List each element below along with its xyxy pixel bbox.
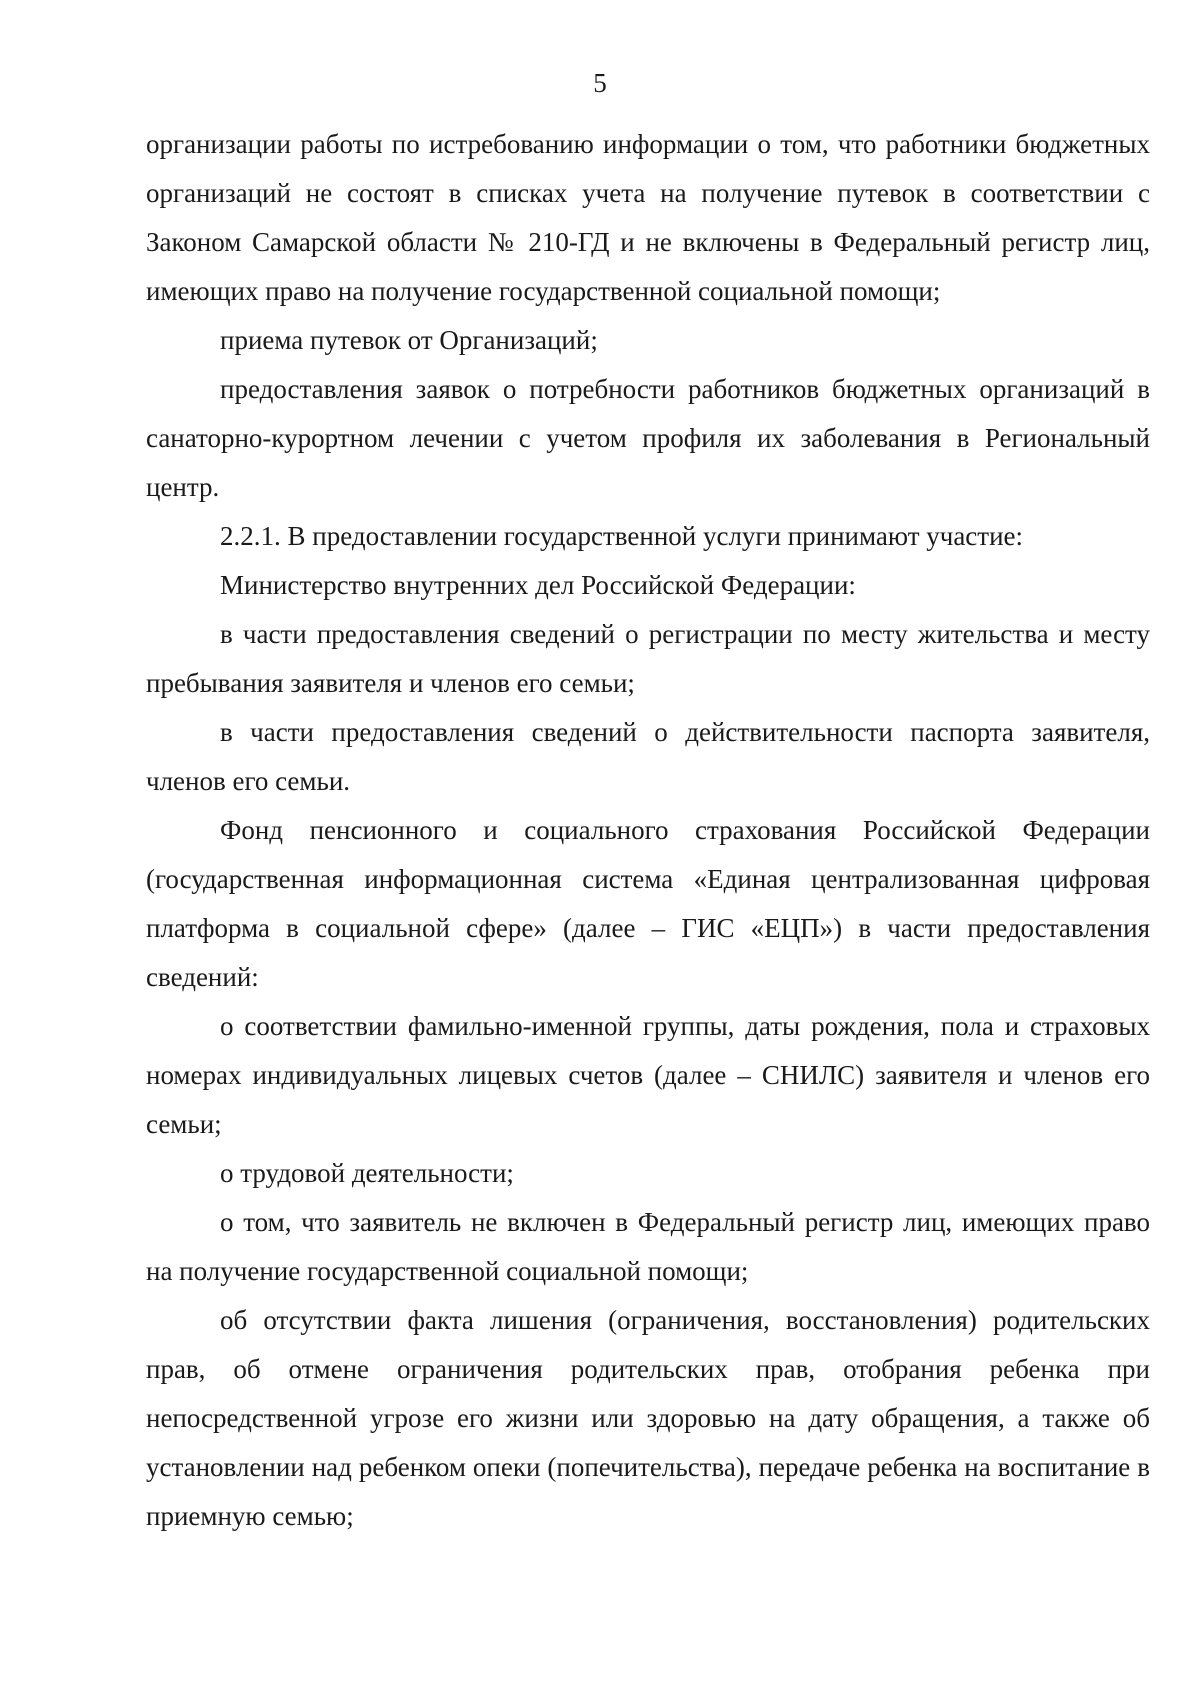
document-body	[146, 120, 1150, 1541]
paragraph: в части предоставления сведений о действительности паспорта заявителя, членов его семьи.	[146, 717, 1150, 796]
paragraph: Министерство внутренних дел Российской Федерации:	[220, 570, 856, 600]
paragraph: Фонд пенсионного и социального страхования Российской Федерации (государственная информационная система «Единая централизованная цифровая платформа в социальной сфере» (далее – ГИС «ЕЦП») в части предоставления сведений:	[146, 815, 1150, 992]
paragraph: предоставления заявок о потребности работников бюджетных организаций в санаторно-курортном лечении с учетом профиля их заболевания в Региональный центр.	[146, 374, 1150, 502]
paragraph: о трудовой деятельности;	[220, 1158, 514, 1188]
page-number: 5	[593, 68, 607, 98]
paragraph: о том, что заявитель не включен в Федеральный регистр лиц, имеющих право на получение государственной социальной помощи;	[146, 1207, 1150, 1286]
paragraph: о соответствии фамильно-именной группы, даты рождения, пола и страховых номерах индивидуальных лицевых счетов (далее – СНИЛС) заявителя и членов его семьи;	[146, 1011, 1150, 1139]
paragraph: приема путевок от Организаций;	[220, 325, 598, 355]
paragraph-continuation: организации работы по истребованию информации о том, что работники бюджетных организаций не состоят в списках учета на получение путевок в соответствии с Законом Самарской области № 210-ГД и не включены в Федеральный регистр лиц, имеющих право на получение государственной социальной помощи;	[146, 129, 1150, 306]
paragraph: в части предоставления сведений о регистрации по месту жительства и месту пребывания заявителя и членов его семьи;	[146, 619, 1150, 698]
paragraph-section-heading: 2.2.1. В предоставлении государственной услуги принимают участие:	[220, 521, 1024, 551]
paragraph: об отсутствии факта лишения (ограничения, восстановления) родительских прав, об отмене ограничения родительских прав, отобрания ребенка при непосредственной угрозе его жизни или здоровью на дату обращения, а также об установлении над ребенком опеки (попечительства), передаче ребенка на воспитание в приемную семью;	[146, 1305, 1150, 1531]
